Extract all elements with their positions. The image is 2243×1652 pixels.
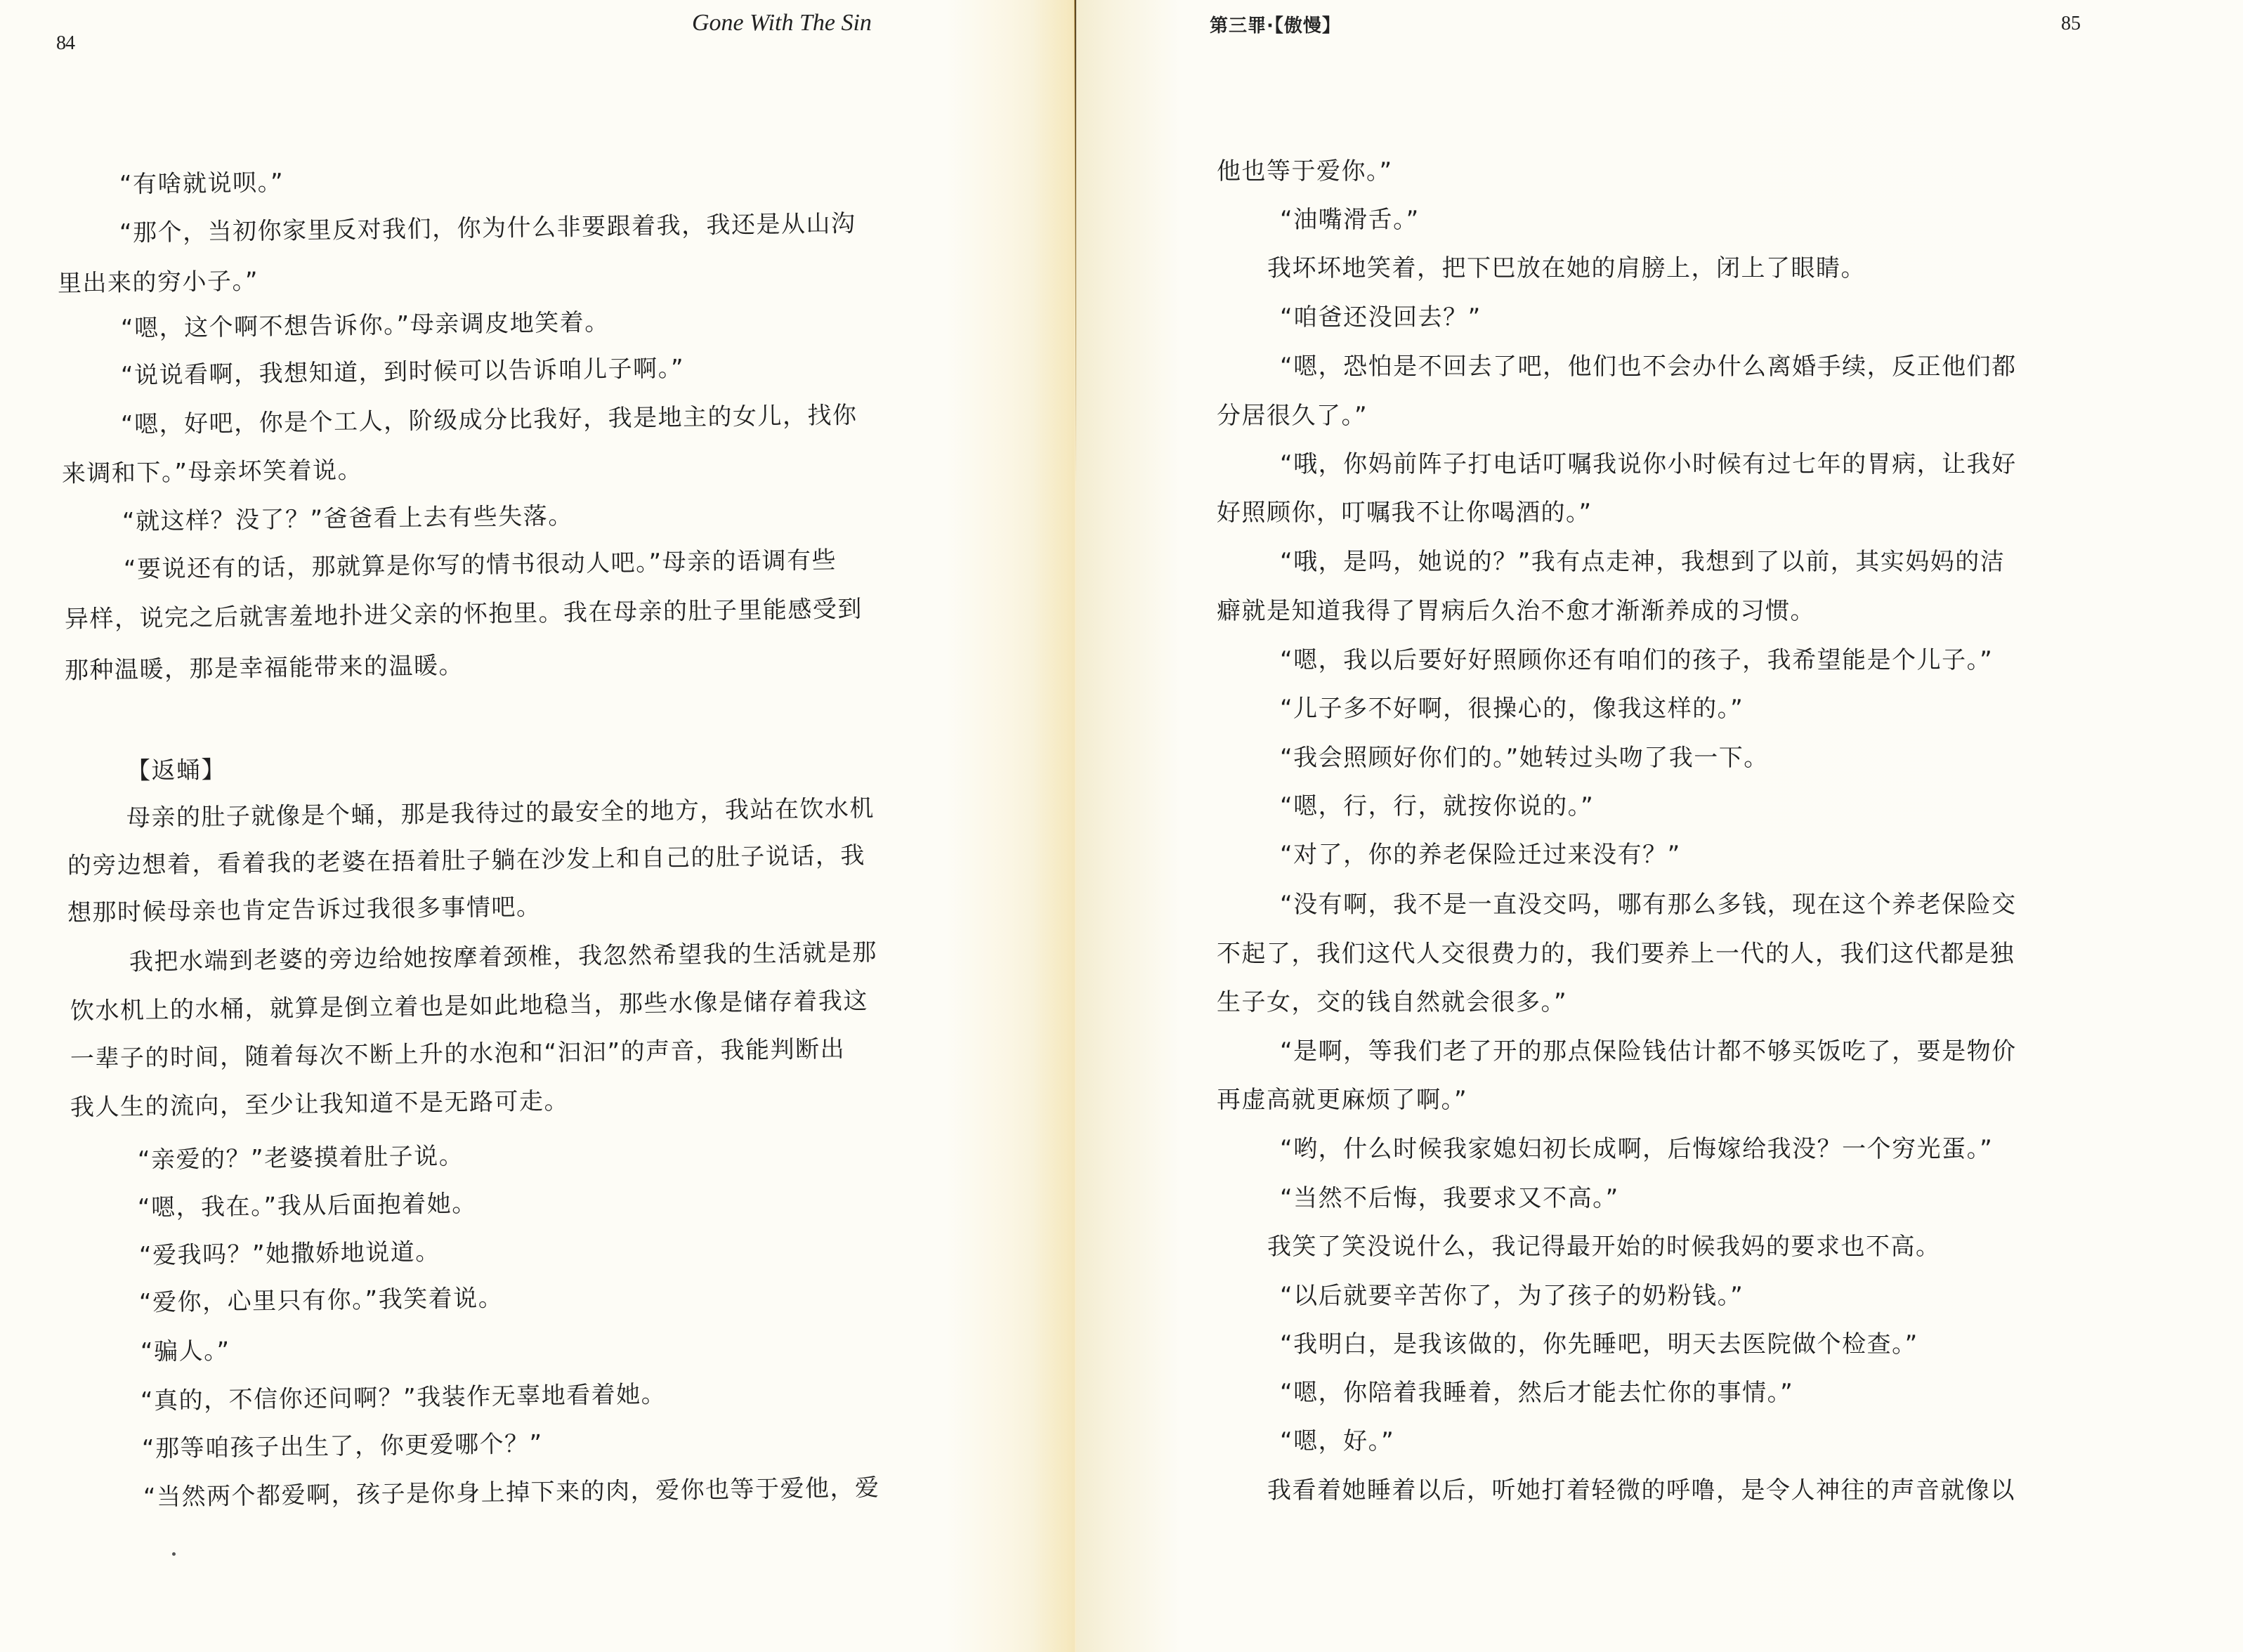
text-line: “我明白，是我该做的，你先睡吧，明天去医院做个检查。” (1280, 1330, 1918, 1358)
text-line: 分居很久了。” (1217, 402, 1368, 430)
text-line: “当然两个都爱啊，孩子是你身上掉下来的肉，爱你也等于爱他，爱 (143, 1474, 880, 1512)
text-line: “哟，什么时候我家媳妇初长成啊，后悔嫁给我没？一个穷光蛋。” (1280, 1135, 1994, 1163)
text-line: 我人生的流向，至少让我知道不是无路可走。 (70, 1087, 570, 1122)
text-line: “以后就要辛苦你了，为了孩子的奶粉钱。” (1280, 1282, 1744, 1310)
text-line: “那等咱孩子出生了，你更爱哪个？” (141, 1429, 543, 1463)
text-line: “没有啊，我不是一直没交吗，哪有那么多钱，现在这个养老保险交 (1280, 891, 2017, 919)
text-line: “真的，不信你还问啊？”我装作无辜地看着她。 (140, 1380, 667, 1415)
text-line: 我把水端到老婆的旁边给她按摩着颈椎，我忽然希望我的生活就是那 (129, 938, 878, 976)
text-line: 里出来的穷小子。” (57, 267, 259, 298)
scan-speck (172, 1552, 176, 1556)
text-line: 生子女，交的钱自然就会很多。” (1217, 988, 1568, 1016)
text-line: “亲爱的？”老婆摸着肚子说。 (137, 1141, 464, 1174)
text-line: “那个，当初你家里反对我们，你为什么非要跟着我，我还是从山沟 (119, 209, 856, 247)
text-line: “就这样？没了？”爸爸看上去有些失落。 (122, 501, 573, 536)
chapter-heading: 第三罪·【傲慢】 (1210, 15, 1341, 37)
text-line: 那种温暖，那是幸福能带来的温暖。 (64, 651, 464, 685)
text-line: “是啊，等我们老了开的那点保险钱估计都不够买饭吃了，要是物价 (1280, 1037, 2017, 1066)
text-line: 饮水机上的水桶，就算是倒立着也是如此地稳当，那些水像是储存着我这 (70, 987, 869, 1025)
text-line: “咱爸还没回去？” (1280, 303, 1482, 332)
text-line: 母亲的肚子就像是个蛹，那是我待过的最安全的地方，我站在饮水机 (126, 794, 875, 832)
text-line: “嗯，我以后要好好照顾你还有咱们的孩子，我希望能是个儿子。” (1280, 646, 1994, 674)
text-line: “我会照顾好你们的。”她转过头吻了我一下。 (1280, 744, 1769, 772)
text-line: “嗯，好。” (1280, 1427, 1395, 1455)
text-line: 我笑了笑没说什么，我记得最开始的时候我妈的要求也不高。 (1267, 1233, 1941, 1261)
text-line: “嗯，你陪着我睡着，然后才能去忙你的事情。” (1280, 1379, 1794, 1407)
text-line: “哦，是吗，她说的？”我有点走神，我想到了以前，其实妈妈的洁 (1280, 548, 2006, 576)
text-line: 不起了，我们这代人交很费力的，我们要养上一代的人，我们这代都是独 (1217, 940, 2015, 968)
text-line: 来调和下。”母亲坏笑着说。 (61, 456, 363, 488)
text-line: 癖就是知道我得了胃病后久治不愈才渐渐养成的习惯。 (1217, 597, 1815, 625)
text-line: “说说看啊，我想知道，到时候可以告诉咱儿子啊。” (120, 354, 685, 390)
running-title: Gone With The Sin (692, 10, 872, 36)
section-heading: 【返蛹】 (126, 756, 227, 785)
text-line: 一辈子的时间，随着每次不断上升的水泡和“汩汩”的声音，我能判断出 (70, 1035, 846, 1073)
text-line: “当然不后悔，我要求又不高。” (1280, 1184, 1619, 1212)
text-line: 好照顾你，叮嘱我不让你喝酒的。” (1217, 499, 1593, 527)
text-line: “骗人。” (140, 1337, 230, 1366)
text-line: “要说还有的话，那就算是你写的情书很动人吧。”母亲的语调有些 (123, 546, 837, 584)
page-number-right: 85 (2061, 13, 2081, 34)
text-line: “对了，你的养老保险迁过来没有？” (1280, 841, 1681, 869)
text-line: 异样，说完之后就害羞地扑进父亲的怀抱里。我在母亲的肚子里能感受到 (64, 595, 863, 634)
text-line: 的旁边想着，看着我的老婆在捂着肚子躺在沙发上和自己的肚子说话，我 (67, 841, 866, 880)
text-line: “嗯，行，行，就按你说的。” (1280, 792, 1595, 820)
text-line: 我看着她睡着以后，听她打着轻微的呼噜，是令人神往的声音就像以 (1267, 1476, 2015, 1504)
text-line: “有啥就说呗。” (119, 168, 285, 199)
page-number-left: 84 (56, 32, 74, 54)
text-line: “嗯，我在。”我从后面抱着她。 (137, 1189, 477, 1222)
text-line: “嗯，好吧，你是个工人，阶级成分比我好，我是地主的女儿，找你 (120, 401, 858, 439)
text-line: 再虚高就更麻烦了啊。” (1217, 1086, 1468, 1114)
text-line: “油嘴滑舌。” (1280, 206, 1420, 234)
text-line: “嗯，这个啊不想告诉你。”母亲调皮地笑着。 (120, 308, 610, 343)
text-line: “嗯，恐怕是不回去了吧，他们也不会办什么离婚手续，反正他们都 (1280, 353, 2017, 381)
text-line: “爱我吗？”她撒娇地说道。 (138, 1238, 440, 1270)
text-line: 我坏坏地笑着，把下巴放在她的肩膀上，闭上了眼睛。 (1267, 254, 1866, 282)
left-page (0, 0, 1075, 1652)
right-page (1076, 0, 2243, 1652)
text-line: “爱你，心里只有你。”我笑着说。 (138, 1284, 504, 1317)
text-line: “儿子多不好啊，很操心的，像我这样的。” (1280, 695, 1744, 723)
text-line: 他也等于爱你。” (1217, 157, 1393, 185)
text-line: 想那时候母亲也肯定告诉过我很多事情吧。 (67, 893, 542, 927)
text-line: “哦，你妈前阵子打电话叮嘱我说你小时候有过七年的胃病，让我好 (1280, 450, 2017, 478)
